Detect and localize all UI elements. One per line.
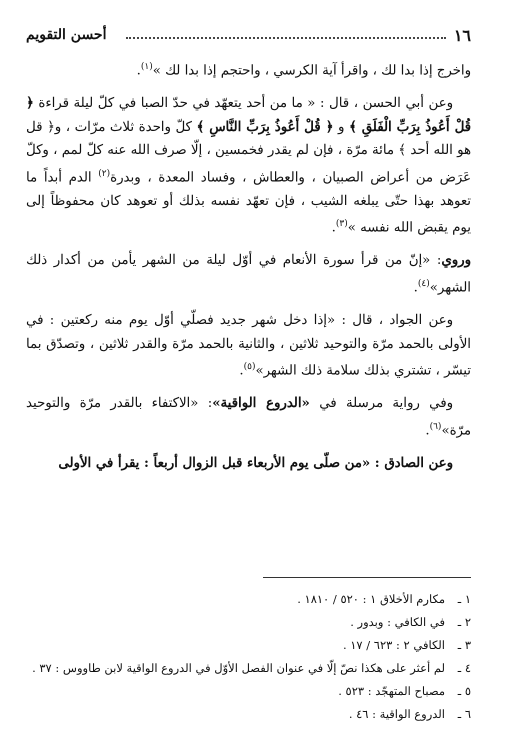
footnote-4 [26, 657, 471, 680]
footnote-text: لم أعثر على هكذا نصّ إلّا في عنوان الفصل الأوّل في الدروع الواقية لابن طاووس : ٣٧ . [32, 661, 445, 675]
text-run: . [331, 220, 336, 236]
footnote-ref: (٦) [429, 421, 442, 432]
paragraph-6 [26, 452, 471, 476]
footnotes [26, 588, 471, 726]
text-run: . [136, 63, 141, 79]
paragraph-4 [26, 309, 471, 383]
footnote-number: ٦ ـ [457, 707, 471, 721]
header-dotted-leader [126, 37, 445, 39]
footnote-6 [26, 703, 471, 726]
footnote-text: الدروع الواقية : ٤٦ . [348, 707, 445, 721]
footnote-number: ١ ـ [457, 592, 471, 606]
footnote-divider [263, 577, 471, 578]
text-run: وعن الجواد ، قال : «إذا دخل شهر جديد فصلّي أوّل يوم منه ركعتين : في الأولى بالحمد مرّة والتوحيد ثلاثين ، والثانية بالحمد مرّة والقدر ثلاثين ، وتصدّق بما تيسّر ، تشتري بذلك سلامة ذلك الشهر» [26, 313, 471, 379]
paragraph-5 [26, 392, 471, 443]
page-header [26, 22, 471, 48]
text-run: كلّ واحدة ثلاث مرّات ، و﴿ قل هو الله أحد ﴾ مائة مرّة ، فإن لم يقدر فخمسين ، إلّا صرف الله عنه كلّ لمم ، وكلّ عَرَض من أعراض الصبيان ، والعطاش ، وفساد المعدة ، وبدرة [26, 119, 471, 186]
paragraph-2 [26, 92, 471, 240]
emphasized-text: وعن الصادق : «من صلّى يوم الأربعاء قبل الزوال أربعاً : يقرأ في الأولى [58, 455, 453, 471]
text-run: و [333, 119, 349, 135]
book-title: أحسن التقويم [26, 27, 107, 43]
footnote-5 [26, 680, 471, 703]
footnote-text: مصباح المتهجّد : ٥٢٣ . [338, 684, 445, 698]
text-run: وفي رواية مرسلة في [309, 396, 453, 412]
emphasized-text: ﴿ قُلْ أَعُوذُ بِرَبِّ الْفَلَقِ ﴾ [26, 96, 472, 135]
footnote-ref: (٣) [335, 219, 348, 230]
text-run: وعن أبي الحسن ، قال : « ما من أحد يتعهّد في حدّ الصبا في كلّ ليلة قراءة [33, 96, 453, 112]
footnote-ref: (١) [140, 62, 153, 72]
text-run: الدم أبداً ما تعوهد بهذا حتّى يبلغه الشيب ، فإن تعهّد نفسه بذلك أو تعوهد كان محفوظاً إلى يوم يقبض الله نفسه » [26, 170, 471, 236]
paragraph-1 [26, 56, 471, 83]
text-run: . [425, 423, 430, 439]
emphasized-text: وروي [441, 253, 471, 269]
paragraph-3 [26, 249, 471, 300]
footnote-number: ٢ ـ [457, 615, 471, 629]
footnote-ref: (٤) [417, 279, 430, 290]
footnote-text: الكافي ٢ : ٦٢٣ / ١٧ . [342, 638, 445, 652]
footnote-number: ٣ ـ [457, 638, 471, 652]
footnote-2 [26, 611, 471, 634]
footnote-text: في الكافي : وبدور . [350, 615, 445, 629]
footnote-ref: (٥) [243, 362, 256, 373]
footnote-3 [26, 634, 471, 657]
footnote-number: ٥ ـ [457, 684, 471, 698]
page-number: ١٦ [453, 25, 471, 45]
text-run: : «إنّ من قرأ سورة الأنعام في أوّل ليلة من الشهر يأمن من أكدار ذلك الشهر» [26, 253, 471, 296]
footnote-text: مكارم الأخلاق ١ : ٥٢٠ / ١٨١٠ . [297, 592, 445, 606]
text-run: واخرج إذا بدا لك ، واقرأ آية الكرسي ، واحتجم إذا بدا لك » [152, 63, 471, 79]
emphasized-text: ﴿ قُلْ أَعُوذُ بِرَبِّ النَّاسِ ﴾ [196, 119, 334, 135]
footnote-1 [26, 588, 471, 611]
footnote-ref: (٢) [98, 168, 111, 179]
main-text [26, 56, 471, 484]
text-run: : «الاكتفاء بالقدر مرّة والتوحيد مرّة» [26, 396, 471, 439]
footnote-number: ٤ ـ [457, 661, 471, 675]
text-run: . [413, 280, 418, 296]
text-run: . [239, 363, 244, 379]
emphasized-text: «الدروع الواقية» [212, 396, 310, 412]
